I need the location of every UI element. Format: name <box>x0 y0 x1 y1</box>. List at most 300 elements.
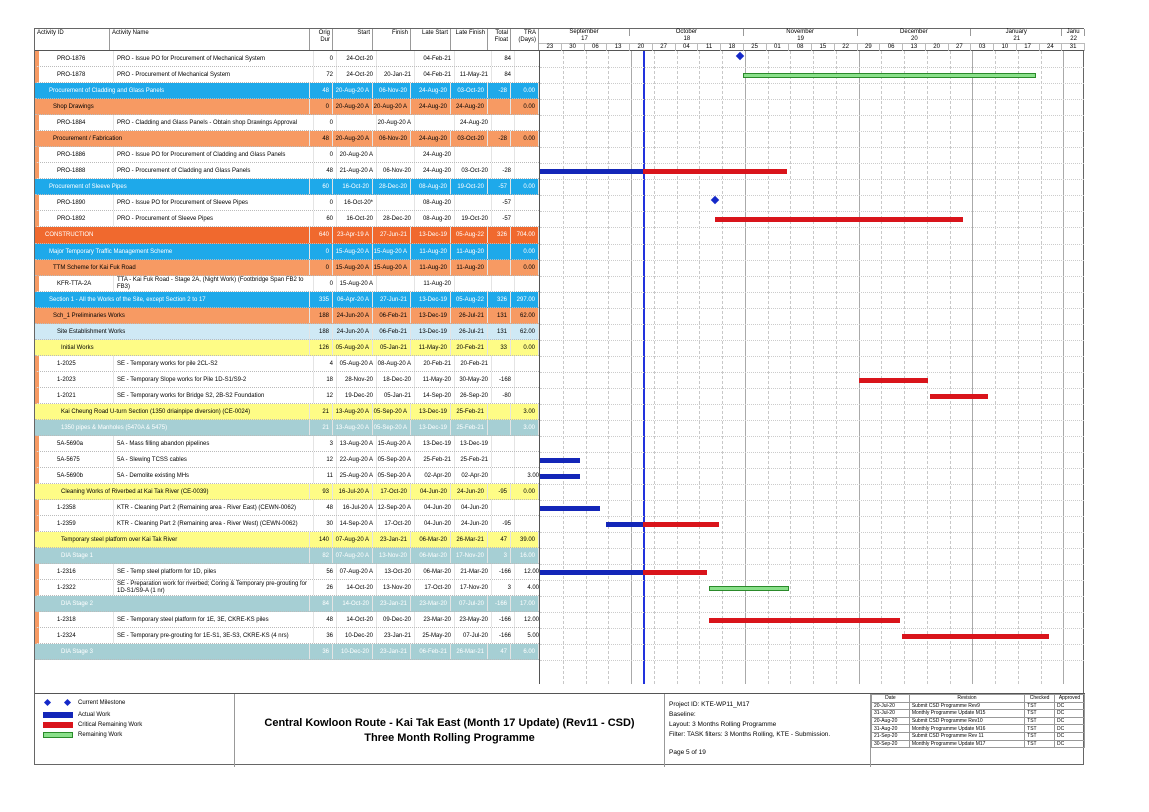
blue-bar[interactable] <box>540 458 580 463</box>
day-label: 03 <box>971 43 994 51</box>
cell-tra <box>515 500 539 515</box>
cell-dur: 0 <box>314 276 337 291</box>
cell-dur: 0 <box>314 147 337 162</box>
column-header <box>35 29 1085 51</box>
cell-start: 13-Aug-20 A <box>333 420 373 435</box>
activity-row[interactable] <box>35 580 539 596</box>
group-row[interactable] <box>35 644 539 660</box>
day-label: 15 <box>812 43 835 51</box>
grid-line <box>950 51 951 684</box>
cell-lstart: 13-Dec-19 <box>411 227 451 243</box>
activity-row[interactable] <box>35 115 539 131</box>
week-number-label: 19 <box>797 36 804 42</box>
cell-tra <box>515 51 539 66</box>
cell-start: 28-Nov-20 <box>337 372 377 387</box>
cell-tra: 704.00 <box>511 227 539 243</box>
cell-lfinish <box>455 51 492 66</box>
baseline: Baseline: <box>669 711 696 718</box>
cell-lfinish: 03-Oct-20 <box>451 131 488 146</box>
cell-lstart: 13-Dec-19 <box>411 420 451 435</box>
header-start[interactable]: Start <box>333 29 373 50</box>
cell-lfinish: 24-Aug-20 <box>455 115 492 130</box>
cell-finish: 13-Nov-20 <box>373 548 411 563</box>
day-label: 30 <box>562 43 585 51</box>
cell-name: SE - Temporary works for pile 2CL-S2 <box>114 356 314 371</box>
revision-cell: TST <box>1025 740 1055 748</box>
milestone-diamond[interactable] <box>710 196 718 204</box>
grid-line <box>1018 51 1019 684</box>
cell-tfloat: 33 <box>488 340 511 355</box>
cell-dur: 72 <box>314 67 337 82</box>
cell-start: 15-Aug-20 A <box>333 260 373 275</box>
cell-tfloat: 84 <box>492 51 515 66</box>
activity-row[interactable] <box>35 564 539 580</box>
cell-dur: 48 <box>314 612 337 627</box>
day-label: 25 <box>744 43 767 51</box>
red-bar[interactable] <box>643 169 787 174</box>
row-line <box>540 67 1085 68</box>
schedule-frame <box>34 28 1084 765</box>
revision-row <box>872 710 1085 718</box>
day-label: 01 <box>767 43 790 51</box>
group-row[interactable] <box>35 83 539 99</box>
cell-name: Initial Works <box>35 340 310 355</box>
cell-finish: 23-Jan-21 <box>373 532 411 547</box>
cell-lstart: 04-Jun-20 <box>411 484 451 499</box>
cell-start: 13-Aug-20 A <box>333 404 373 419</box>
cell-id: PRO-1878 <box>39 67 114 82</box>
group-row[interactable] <box>35 227 539 244</box>
row-line <box>540 564 1085 565</box>
cell-start: 20-Aug-20 A <box>333 83 373 98</box>
grid-line <box>699 51 700 684</box>
cell-name: PRO - Procurement of Sleeve Pipes <box>114 211 314 226</box>
cell-name: SE - Temporary works for Bridge S2, 2B-S2 Foundation <box>114 388 314 403</box>
cell-lfinish <box>455 147 492 162</box>
cell-start: 21-Aug-20 A <box>337 163 377 178</box>
cell-start: 15-Aug-20 A <box>333 244 373 259</box>
cell-lstart: 06-Mar-20 <box>411 548 451 563</box>
group-row[interactable] <box>35 548 539 564</box>
cell-tfloat <box>488 260 511 275</box>
cell-tfloat: -28 <box>492 163 515 178</box>
cell-finish <box>377 147 415 162</box>
group-row[interactable] <box>35 532 539 548</box>
legend-actual-label: Actual Work <box>78 712 111 718</box>
revision-cell: Monthly Programme Update M17 <box>909 740 1024 748</box>
revision-header: Checked <box>1025 695 1055 703</box>
revision-row <box>872 740 1085 748</box>
legend-remaining-label: Remaining Work <box>78 732 123 738</box>
cell-tra: 0.00 <box>511 340 539 355</box>
cell-tfloat <box>492 436 515 451</box>
cell-lstart: 13-Dec-19 <box>415 436 455 451</box>
cell-start: 14-Oct-20 <box>333 596 373 611</box>
header-lfinish[interactable]: Late Finish <box>451 29 488 50</box>
revision-table <box>871 694 1085 767</box>
day-label: 04 <box>676 43 699 51</box>
activity-table <box>35 51 539 684</box>
revision-row <box>872 725 1085 733</box>
row-line <box>540 308 1085 309</box>
revision-cell: DC <box>1055 725 1085 733</box>
group-row[interactable] <box>35 260 539 276</box>
cell-lstart: 08-Aug-20 <box>415 211 455 226</box>
cell-start: 14-Oct-20 <box>337 612 377 627</box>
month-label: November <box>744 29 858 36</box>
cell-dur: 12 <box>314 452 337 467</box>
cell-tfloat <box>488 404 511 419</box>
red-bar[interactable] <box>930 394 988 399</box>
cell-lstart: 13-Dec-19 <box>411 324 451 339</box>
group-row[interactable] <box>35 596 539 612</box>
cell-tfloat: -28 <box>488 83 511 98</box>
cell-start: 05-Aug-20 A <box>337 356 377 371</box>
revision-cell: DC <box>1055 702 1085 710</box>
milestone-diamond[interactable] <box>736 52 744 60</box>
activity-row[interactable] <box>35 67 539 83</box>
cell-dur: 21 <box>310 404 333 419</box>
blue-bar[interactable] <box>540 474 580 479</box>
cell-name: Major Temporary Traffic Management Scheme <box>35 244 310 259</box>
row-line <box>540 612 1085 613</box>
cell-id: 1-2358 <box>39 500 114 515</box>
grid-line <box>972 51 973 684</box>
cell-dur: 21 <box>310 420 333 435</box>
group-row[interactable] <box>35 99 539 115</box>
cell-lfinish: 24-Aug-20 <box>451 99 488 114</box>
cell-finish: 06-Nov-20 <box>373 83 411 98</box>
cell-dur: 188 <box>310 324 333 339</box>
cell-name: DIA Stage 2 <box>35 596 310 611</box>
grid-line <box>586 51 587 684</box>
cell-lfinish: 19-Oct-20 <box>451 179 488 194</box>
week-number-label: 18 <box>683 36 691 42</box>
title-line2: Three Month Rolling Programme <box>364 731 535 744</box>
cell-tra <box>515 276 539 291</box>
cell-id: 5A-5690a <box>39 436 114 451</box>
cell-lfinish: 24-Jun-20 <box>451 484 488 499</box>
cell-lstart: 08-Aug-20 <box>411 179 451 194</box>
green-bar[interactable] <box>709 586 789 591</box>
row-line <box>540 516 1085 517</box>
cell-id: 1-2316 <box>39 564 114 579</box>
row-line <box>540 179 1085 180</box>
cell-lfinish: 17-Nov-20 <box>451 548 488 563</box>
cell-tfloat: -57 <box>492 195 515 210</box>
activity-row[interactable] <box>35 388 539 404</box>
red-bar[interactable] <box>715 217 963 222</box>
cell-lfinish: 21-Mar-20 <box>455 564 492 579</box>
cell-tra <box>515 147 539 162</box>
cell-lstart: 13-Dec-19 <box>411 404 451 419</box>
cell-name: Site Establishment Works <box>35 324 310 339</box>
activity-row[interactable] <box>35 612 539 628</box>
revision-cell: 20-Aug-20 <box>872 717 910 725</box>
revision-cell: 30-Sep-20 <box>872 740 910 748</box>
cell-lstart: 14-Sep-20 <box>415 388 455 403</box>
revision-cell: Submit CSD Programme Rev 11 <box>909 732 1024 740</box>
group-row[interactable] <box>35 324 539 340</box>
group-row[interactable] <box>35 179 539 195</box>
cell-tra: 3.00 <box>511 404 539 419</box>
legend-critical <box>43 722 142 728</box>
red-bar[interactable] <box>643 570 706 575</box>
day-label: 11 <box>698 43 721 51</box>
activity-row[interactable] <box>35 628 539 644</box>
activity-row[interactable] <box>35 452 539 468</box>
grid-line <box>904 51 905 684</box>
activity-row[interactable] <box>35 163 539 179</box>
activity-row[interactable] <box>35 211 539 227</box>
cell-name: KTR - Cleaning Part 2 (Remaining area - River East) (CEWN-0062) <box>114 500 314 515</box>
cell-finish: 06-Nov-20 <box>373 131 411 146</box>
cell-name: Kai Cheung Road U-turn Section (1350 driainpipe diversion) (CE-0024) <box>35 404 310 419</box>
activity-row[interactable] <box>35 356 539 372</box>
group-row[interactable] <box>35 420 539 436</box>
cell-name: PRO - Procurement of Mechanical System <box>114 67 314 82</box>
cell-name: 1350 pipes & Manholes (5470A & 5475) <box>35 420 310 435</box>
cell-lstart: 06-Feb-21 <box>411 644 451 659</box>
cell-tfloat: -57 <box>492 211 515 226</box>
red-bar[interactable] <box>902 634 1049 639</box>
day-label: 23 <box>539 43 562 51</box>
cell-lstart: 24-Aug-20 <box>415 163 455 178</box>
activity-row[interactable] <box>35 436 539 452</box>
cell-lfinish: 23-May-20 <box>455 612 492 627</box>
cell-id: PRO-1888 <box>39 163 114 178</box>
revision-header: Approved <box>1055 695 1085 703</box>
row-line <box>540 211 1085 212</box>
cell-tra: 12.00 <box>515 564 539 579</box>
revision-cell: TST <box>1025 717 1055 725</box>
cell-name: PRO - Cladding and Glass Panels - Obtain shop Drawings Approval <box>114 115 314 130</box>
row-line <box>540 260 1085 261</box>
cell-start: 16-Oct-20 <box>333 179 373 194</box>
cell-lstart: 25-Feb-21 <box>415 452 455 467</box>
row-line <box>540 388 1085 389</box>
cell-dur: 48 <box>314 163 337 178</box>
cell-tfloat: 47 <box>488 644 511 659</box>
legend-milestone-label: Current Milestone <box>78 700 126 706</box>
activity-row[interactable] <box>35 516 539 532</box>
header-id[interactable]: Activity ID <box>35 29 110 50</box>
header-finish[interactable]: Finish <box>373 29 411 50</box>
cell-finish: 05-Jan-21 <box>373 340 411 355</box>
cell-finish: 05-Sep-20 A <box>377 468 415 483</box>
cell-id: 1-2021 <box>39 388 114 403</box>
red-bar[interactable] <box>709 618 900 623</box>
cell-tfloat: -80 <box>492 388 515 403</box>
cell-name: PRO - Issue PO for Procurement of Sleeve Pipes <box>114 195 314 210</box>
legend-remaining <box>43 732 122 738</box>
cell-name: Procurement of Cladding and Glass Panels <box>35 83 310 98</box>
activity-row[interactable] <box>35 195 539 211</box>
cell-finish: 23-Jan-21 <box>377 628 415 643</box>
cell-dur: 0 <box>310 260 333 275</box>
cell-dur: 56 <box>314 564 337 579</box>
cell-dur: 26 <box>314 580 337 595</box>
row-line <box>540 484 1085 485</box>
cell-dur: 126 <box>310 340 333 355</box>
cell-name: Section 1 - All the Works of the Site, except Section 2 to 17 <box>35 292 310 307</box>
cell-lfinish: 11-May-21 <box>455 67 492 82</box>
revision-cell: DC <box>1055 740 1085 748</box>
cell-finish: 06-Feb-21 <box>373 324 411 339</box>
cell-dur: 93 <box>310 484 333 499</box>
cell-id: 1-2359 <box>39 516 114 531</box>
day-label: 06 <box>585 43 608 51</box>
activity-row[interactable] <box>35 147 539 163</box>
cell-lstart: 06-Mar-20 <box>415 564 455 579</box>
revision-cell: TST <box>1025 732 1055 740</box>
group-row[interactable] <box>35 308 539 324</box>
red-bar[interactable] <box>643 522 719 527</box>
header-name[interactable]: Activity Name <box>110 29 310 50</box>
revision-cell: TST <box>1025 725 1055 733</box>
blue-bar[interactable] <box>540 506 600 511</box>
blue-bar[interactable] <box>606 522 643 527</box>
cell-finish: 27-Jun-21 <box>373 292 411 307</box>
cell-tra: 39.00 <box>511 532 539 547</box>
revision-header: Date <box>872 695 910 703</box>
revision-row <box>872 702 1085 710</box>
cell-finish: 20-Jan-21 <box>377 67 415 82</box>
cell-dur: 188 <box>310 308 333 323</box>
cell-finish <box>377 195 415 210</box>
red-bar[interactable] <box>859 378 928 383</box>
cell-finish: 05-Jan-21 <box>377 388 415 403</box>
cell-name: 5A - Mass filling abandon pipelines <box>114 436 314 451</box>
group-row[interactable] <box>35 484 539 500</box>
cell-start: 24-Jun-20 A <box>333 308 373 323</box>
cell-tra <box>515 436 539 451</box>
cell-dur: 60 <box>310 179 333 194</box>
data-date-line <box>643 51 645 684</box>
cell-name: PRO - Issue PO for Procurement of Mechanical System <box>114 51 314 66</box>
cell-finish: 17-Oct-20 <box>377 516 415 531</box>
row-line <box>540 276 1085 277</box>
legend-actual <box>43 712 110 718</box>
header-dur[interactable]: Orig Dur <box>310 29 333 50</box>
month-label: September <box>539 29 630 36</box>
day-label: 27 <box>653 43 676 51</box>
cell-finish: 08-Aug-20 A <box>377 356 415 371</box>
header-tfloat[interactable]: Total Float <box>488 29 511 50</box>
group-row[interactable] <box>35 244 539 260</box>
cell-dur: 30 <box>314 516 337 531</box>
week-number-label: 20 <box>911 36 918 42</box>
grid-line <box>608 51 609 684</box>
cell-tfloat <box>488 244 511 259</box>
header-tra[interactable]: TRA (Days) <box>511 29 539 50</box>
row-line <box>540 131 1085 132</box>
cell-lfinish: 25-Feb-21 <box>451 420 488 435</box>
activity-row[interactable] <box>35 500 539 516</box>
cell-finish: 05-Sep-20 A <box>373 420 411 435</box>
cell-finish: 23-Jan-21 <box>373 596 411 611</box>
programme-title <box>235 694 665 767</box>
grid-line <box>813 51 814 684</box>
cell-dur: 0 <box>310 244 333 259</box>
activity-row[interactable] <box>35 468 539 484</box>
cell-dur: 335 <box>310 292 333 307</box>
cell-tfloat <box>492 276 515 291</box>
cell-tra <box>515 67 539 82</box>
green-bar[interactable] <box>743 73 1037 78</box>
cell-start: 23-Apr-19 A <box>333 227 373 243</box>
cell-lstart: 23-Mar-20 <box>411 596 451 611</box>
title-line1: Central Kowloon Route - Kai Tak East (Month 17 Update) (Rev11 - CSD) <box>264 716 635 729</box>
row-line <box>540 227 1085 228</box>
group-row[interactable] <box>35 131 539 147</box>
activity-row[interactable] <box>35 51 539 67</box>
cell-tfloat: -95 <box>488 484 511 499</box>
cell-tra: 12.00 <box>515 612 539 627</box>
row-line <box>540 163 1085 164</box>
cell-start: 16-Jul-20 A <box>333 484 373 499</box>
group-row[interactable] <box>35 404 539 420</box>
cell-tfloat: 84 <box>492 67 515 82</box>
row-line <box>540 372 1085 373</box>
cell-id: 1-2318 <box>39 612 114 627</box>
cell-tfloat: -95 <box>492 516 515 531</box>
cell-lfinish: 02-Apr-20 <box>455 468 492 483</box>
cell-lfinish: 11-Aug-20 <box>451 244 488 259</box>
cell-tra <box>515 195 539 210</box>
cell-finish: 17-Oct-20 <box>373 484 411 499</box>
cell-id: PRO-1884 <box>39 115 114 130</box>
row-line <box>540 404 1085 405</box>
activity-row[interactable] <box>35 276 539 292</box>
row-line <box>540 532 1085 533</box>
group-row[interactable] <box>35 340 539 356</box>
legend-critical-label: Critical Remaining Work <box>78 722 143 728</box>
cell-finish: 15-Aug-20 A <box>373 244 411 259</box>
cell-tfloat <box>488 99 511 114</box>
cell-start: 10-Dec-20 <box>337 628 377 643</box>
cell-lstart: 17-Oct-20 <box>415 580 455 595</box>
cell-tra: 0.00 <box>511 83 539 98</box>
cell-lfinish: 26-Mar-21 <box>451 644 488 659</box>
blue-bar[interactable] <box>540 169 643 174</box>
cell-lstart: 02-Apr-20 <box>415 468 455 483</box>
cell-tra <box>515 516 539 531</box>
day-label: 10 <box>994 43 1017 51</box>
month-label: October <box>630 29 744 36</box>
cell-tfloat: 131 <box>488 308 511 323</box>
cell-lstart: 11-Aug-20 <box>411 244 451 259</box>
cell-dur: 0 <box>314 115 337 130</box>
cell-name: TTA - Kai Fuk Road - Stage 2A, (Night Work) (Footbridge Span FB2 to FB3) <box>114 276 314 291</box>
cell-name: Procurement of Sleeve Pipes <box>35 179 310 194</box>
cell-start: 19-Dec-20 <box>337 388 377 403</box>
blue-bar[interactable] <box>540 570 643 575</box>
activity-row[interactable] <box>35 372 539 388</box>
group-row[interactable] <box>35 292 539 308</box>
cell-tra <box>515 388 539 403</box>
row-line <box>540 195 1085 196</box>
cell-lstart: 04-Feb-21 <box>415 51 455 66</box>
header-lstart[interactable]: Late Start <box>411 29 451 50</box>
cell-lfinish: 05-Aug-22 <box>451 227 488 243</box>
cell-start: 22-Aug-20 A <box>337 452 377 467</box>
cell-id: 5A-5675 <box>39 452 114 467</box>
cell-tra <box>515 211 539 226</box>
cell-name: TTM Scheme for Kai Fuk Road <box>35 260 310 275</box>
cell-finish: 15-Aug-20 A <box>373 260 411 275</box>
cell-dur: 3 <box>314 436 337 451</box>
